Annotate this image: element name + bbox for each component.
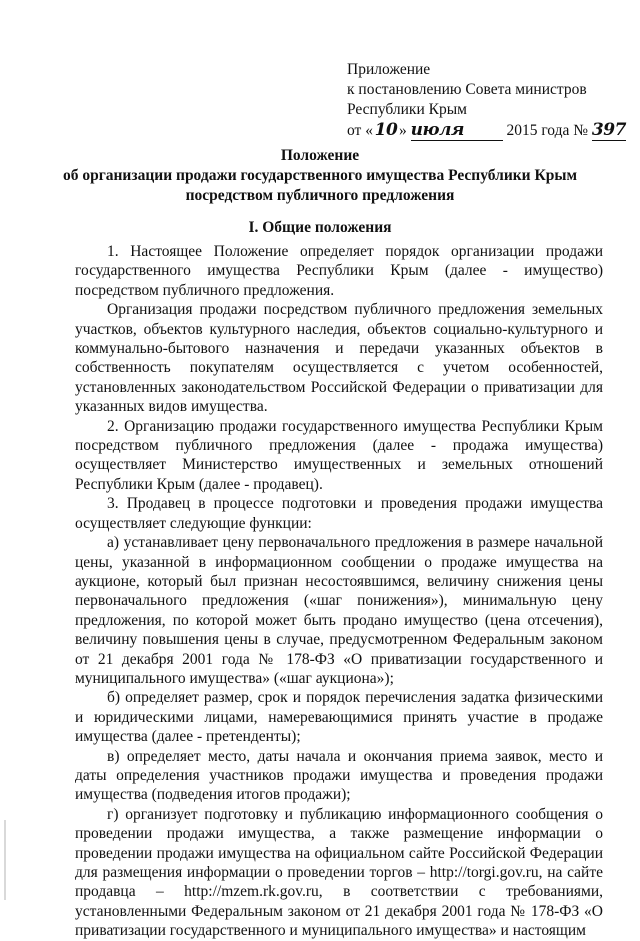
title-line-2: об организации продажи государственного имущества Республики Крым: [62, 167, 578, 184]
date-prefix: от «: [347, 122, 373, 139]
scan-edge-mark: [4, 820, 6, 900]
title-line-1: Положение: [280, 147, 360, 164]
appendix-label: Приложение: [347, 61, 431, 78]
paragraph-5: а) устанавливает цену первоначального предложения в размере начальной цены, указанной в информационном сообщении о продаже имущества на аукционе, который был признан несостоявшимся, величину снижения цены первоначального предложения («шаг понижения»), минимальную цену предложения, по которой может быть продано имущество (цена отсечения), величину повышения цены в случае, предусмотренном Федеральным законом от 21 декабря 2001 года № 178-ФЗ «О приватизации государственного и муниципального имущества» («шаг аукциона»);: [75, 534, 603, 687]
document-body: [75, 242, 603, 941]
paragraph-4: 3. Продавец в процессе подготовки и проведения продажи имущества осуществляет следующие функции:: [75, 495, 603, 532]
paragraph-2: Организация продажи посредством публичного предложения земельных участков, объектов культурного наследия, объектов социально-культурного и коммунально-бытового назначения и передачи указанных объектов в собственность покупателям осуществляется с учетом особенностей, установленных законодательством Российской Федерации о приватизации для указанных видов имущества.: [75, 301, 603, 416]
paragraph-1: 1. Настоящее Положение определяет порядок организации продажи государственного имущества Республики Крым (далее - имущество) посредством публичного предложения.: [75, 243, 603, 299]
appendix-date-line: [347, 120, 627, 141]
document-title: [40, 146, 600, 206]
handwritten-number: 397: [591, 120, 626, 140]
title-line-3: посредством публичного предложения: [185, 187, 455, 204]
appendix-resolution-ref: к постановлению Совета министров: [347, 81, 587, 98]
appendix-republic: Республики Крым: [347, 101, 467, 118]
paragraph-8: г) организует подготовку и публикацию информационного сообщения о проведении продажи имущества, а также размещение информации о проведении продажи имущества на официальном сайте Российской Федерации для размещения информации о проведении торгов – http://torgi.gov.ru, на сайте продавца – http://mzem.rk.gov.ru, в соответствии с требованиями, установленными Федеральным законом от 21 декабря 2001 года № 178-ФЗ «О приватизации государственного и муниципального имущества» и настоящим: [75, 805, 603, 940]
paragraph-6: б) определяет размер, срок и порядок перечисления задатка физическими и юридическими лицами, намеревающимися принять участие в продаже имущества (далее - претенденты);: [75, 689, 603, 746]
handwritten-day: 10: [374, 120, 398, 140]
paragraph-7: в) определяет место, даты начала и окончания приема заявок, место и даты определения участников продажи имущества и проведения продажи имущества (подведения итогов продажи);: [75, 747, 603, 804]
section-heading: I. Общие положения: [248, 219, 392, 236]
appendix-block: [347, 60, 627, 141]
date-year-text: 2015 года №: [506, 122, 589, 139]
paragraph-3: 2. Организацию продажи государственного имущества Республики Крым посредством публичного предложения (далее - продажа имущества) осуществляет Министерство имущественных и земельных отношений Республики Крым (далее - продавец).: [75, 417, 603, 493]
date-quote-close: »: [398, 122, 407, 139]
handwritten-month: июля: [411, 120, 503, 141]
